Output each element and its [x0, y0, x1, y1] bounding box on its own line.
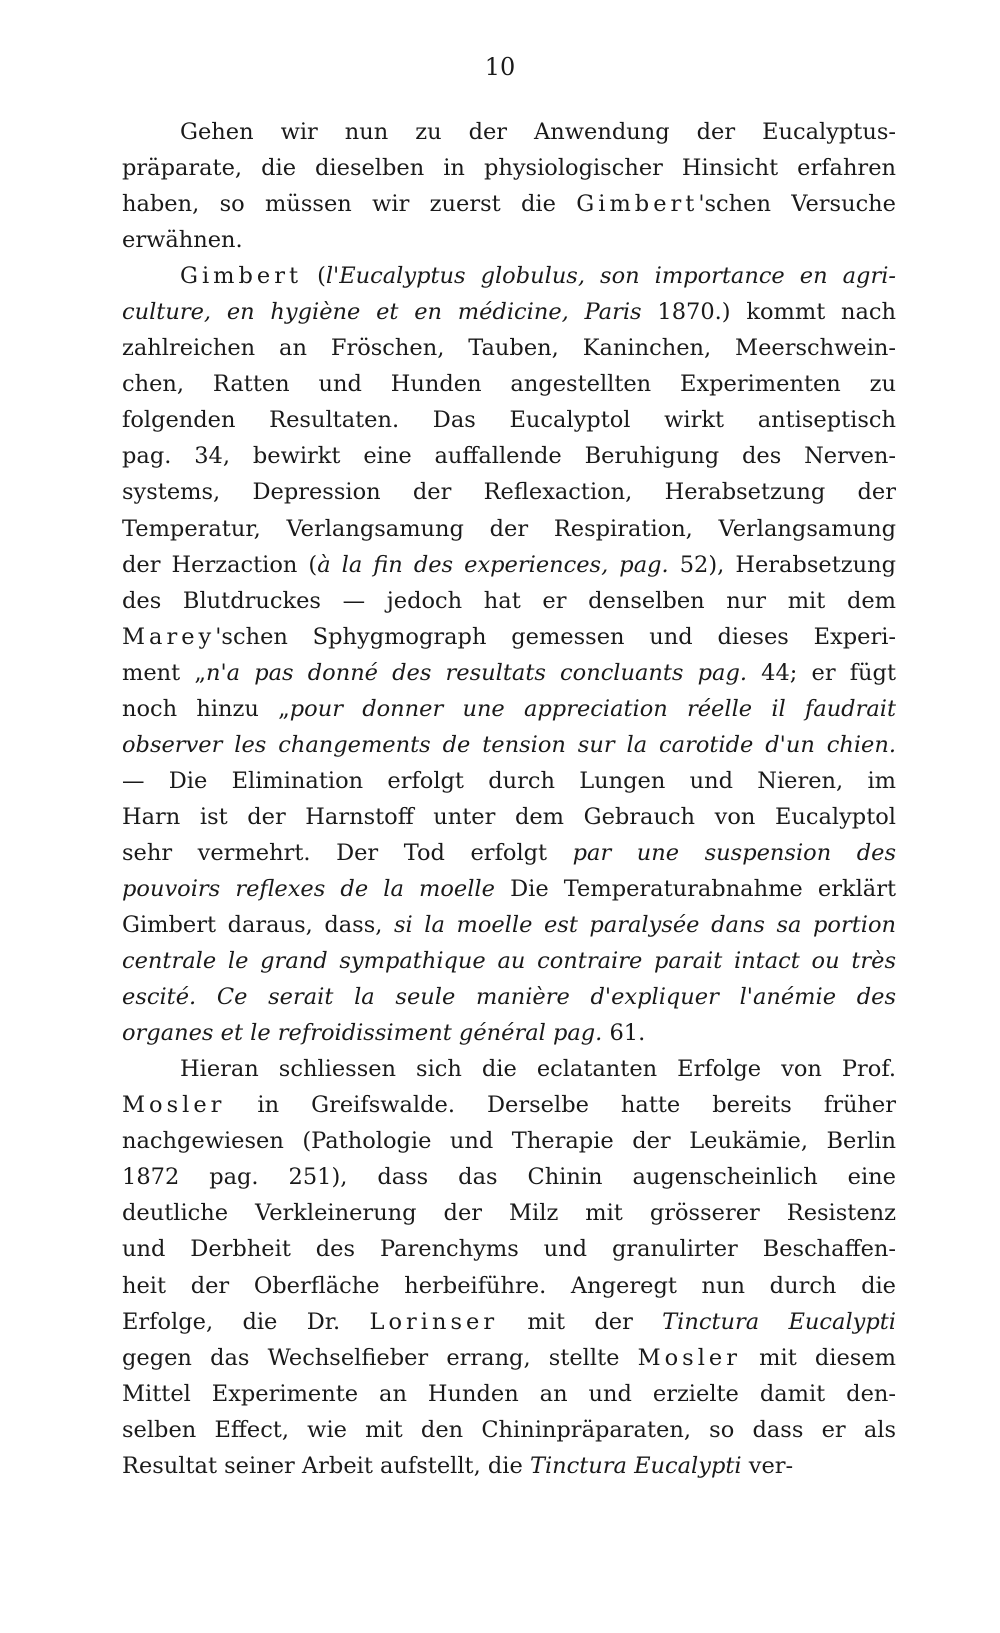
text-segment: Gehen wir nun zu der Anwendung der Eucalyptus-	[180, 119, 896, 145]
spaced-name: Lorinser	[369, 1308, 499, 1335]
text-segment: sehr vermehrt. Der Tod erfolgt	[122, 839, 573, 866]
text-segment: Gimbert daraus, dass,	[122, 912, 394, 939]
text-line	[122, 943, 896, 979]
text-segment: — Die Elimination erfolgt durch Lungen und Nieren, im	[122, 767, 896, 794]
text-segment: zahlreichen an Fröschen, Tauben, Kaninchen, Meerschwein-	[122, 335, 896, 362]
text-segment: deutliche Verkleinerung der Milz mit grösserer Resistenz	[122, 1200, 896, 1227]
text-line	[122, 835, 896, 871]
text-line	[122, 330, 896, 366]
text-segment: pag. 34, bewirkt eine auffallende Beruhigung des Nerven-	[122, 443, 896, 470]
text-line	[122, 655, 896, 691]
text-segment: 1870.) kommt nach	[641, 299, 896, 326]
text-segment: systems, Depression der Reflexaction, Herabsetzung der	[122, 479, 896, 506]
italic-text: observer les changements de tension sur la carotide d'un chien.	[122, 731, 896, 758]
text-segment: Harn ist der Harnstoff unter dem Gebrauch von Eucalyptol	[122, 803, 896, 830]
text-segment: heit der Oberfläche herbeiführe. Angeregt nun durch die	[122, 1272, 896, 1299]
text-line	[122, 871, 896, 907]
text-segment: Erfolge, die Dr.	[122, 1308, 370, 1335]
text-segment: (	[302, 263, 326, 290]
text-line	[122, 547, 896, 583]
text-line	[122, 1123, 896, 1159]
text-segment: in Greifswalde. Derselbe hatte bereits früher	[225, 1092, 896, 1119]
paragraph	[122, 258, 896, 1051]
text-line	[122, 1015, 896, 1051]
italic-text: Tinctura Eucalypti	[529, 1452, 742, 1479]
spaced-name: Marey	[122, 623, 216, 650]
text-segment: mit der	[498, 1308, 663, 1335]
paragraph	[122, 114, 896, 258]
text-segment: gegen das Wechselfieber errang, stellte	[122, 1344, 638, 1371]
text-line	[122, 979, 896, 1015]
italic-text: pour donner une appreciation réelle il faudrait	[289, 695, 896, 722]
italic-text: par une suspension des	[572, 839, 896, 866]
text-segment: Temperatur, Verlangsamung der Respiration, Verlangsamung	[122, 515, 896, 542]
text-segment: 52), Herabsetzung	[668, 551, 896, 578]
text-line	[122, 1376, 896, 1412]
text-line	[122, 1268, 896, 1304]
text-segment: mit diesem	[741, 1344, 896, 1371]
italic-text: pouvoirs reflexes de la moelle	[122, 875, 495, 902]
text-line	[122, 294, 896, 330]
text-line	[122, 438, 896, 474]
italic-text: centrale le grand sympathique au contraire parait intact ou très	[122, 948, 896, 975]
italic-text: Tinctura Eucalypti	[662, 1308, 896, 1335]
text-line	[122, 763, 896, 799]
text-line	[122, 1412, 896, 1448]
text-segment: ment „	[122, 659, 206, 686]
text-line	[122, 1340, 896, 1376]
text-line	[122, 186, 896, 222]
text-segment: und Derbheit des Parenchyms und granulirter Beschaffen-	[122, 1236, 896, 1263]
text-segment: Hieran schliessen sich die eclatanten Erfolge von Prof.	[180, 1056, 896, 1083]
spaced-name: Gimbert	[576, 191, 699, 218]
text-line	[122, 402, 896, 438]
spaced-name: Gimbert	[180, 263, 303, 290]
text-line	[122, 691, 896, 727]
italic-text: n'a pas donné des resultats concluants pag.	[206, 659, 747, 686]
text-line	[122, 366, 896, 402]
italic-text: l'Eucalyptus globulus, son importance en agri-	[325, 263, 896, 290]
text-segment: chen, Ratten und Hunden angestellten Experimenten zu	[122, 371, 896, 398]
text-segment: des Blutdruckes — jedoch hat er denselben nur mit dem	[122, 587, 896, 614]
text-line	[122, 1087, 896, 1123]
text-segment: Resultat seiner Arbeit aufstellt, die	[122, 1452, 530, 1479]
text-segment: 'schen Sphygmograph gemessen und dieses Experi-	[215, 623, 896, 650]
text-segment: nachgewiesen (Pathologie und Therapie der Leukämie, Berlin	[122, 1128, 896, 1155]
text-line	[122, 907, 896, 943]
text-segment: Mittel Experimente an Hunden an und erzielte damit den-	[122, 1380, 896, 1407]
text-line	[122, 799, 896, 835]
text-line	[122, 583, 896, 619]
text-line	[122, 619, 896, 655]
text-segment: der Herzaction (	[122, 551, 318, 578]
text-line	[122, 1159, 896, 1195]
paragraph	[122, 1051, 896, 1484]
text-line	[122, 150, 896, 186]
italic-text: si la moelle est paralysée dans sa portion	[393, 912, 896, 939]
text-segment: 44; er fügt	[747, 659, 896, 686]
text-line	[122, 1304, 896, 1340]
italic-text: organes et le refroidissiment général pag.	[122, 1020, 603, 1047]
text-segment: 1872 pag. 251), dass das Chinin augenscheinlich eine	[122, 1164, 896, 1191]
text-line	[122, 474, 896, 510]
text-line	[122, 727, 896, 763]
text-segment: ver-	[741, 1452, 794, 1479]
text-line	[122, 1051, 896, 1087]
text-segment: folgenden Resultaten. Das Eucalyptol wirkt antiseptisch	[122, 407, 896, 434]
text-segment: haben, so müssen wir zuerst die	[122, 191, 577, 218]
spaced-name: Mosler	[122, 1092, 226, 1119]
italic-text: à la fin des experiences, pag.	[317, 551, 669, 578]
page-number: 10	[484, 53, 516, 81]
text-line	[122, 114, 896, 150]
text-line	[122, 222, 896, 258]
text-segment: 61.	[602, 1020, 646, 1047]
text-line	[122, 1231, 896, 1267]
text-segment: selben Effect, wie mit den Chininpräparaten, so dass er als	[122, 1416, 896, 1443]
spaced-name: Mosler	[637, 1344, 741, 1371]
italic-text: escité. Ce serait la seule manière d'expliquer l'anémie des	[122, 984, 896, 1011]
text-line	[122, 1448, 896, 1484]
text-segment: 'schen Versuche	[698, 191, 896, 218]
text-segment: Die Temperaturabnahme erklärt	[494, 875, 896, 902]
text-line	[122, 1195, 896, 1231]
text-segment: noch hinzu „	[122, 695, 290, 722]
text-segment: erwähnen.	[122, 227, 243, 254]
text-line	[122, 511, 896, 547]
text-segment: präparate, die dieselben in physiologischer Hinsicht erfahren	[122, 155, 896, 182]
italic-text: culture, en hygiène et en médicine, Paris	[122, 299, 642, 326]
text-line	[122, 258, 896, 294]
body-text	[122, 114, 896, 1484]
